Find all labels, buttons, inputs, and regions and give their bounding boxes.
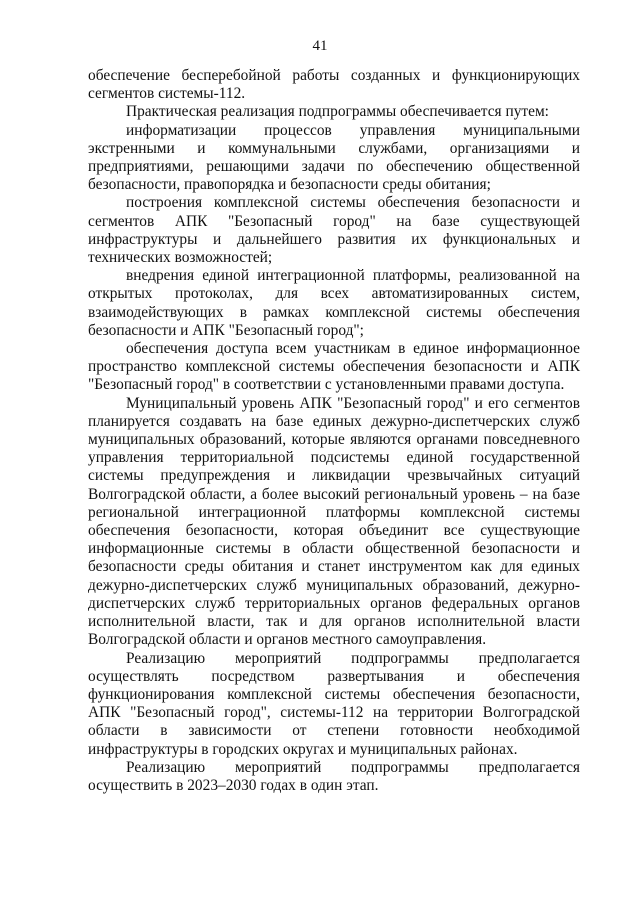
paragraph-9: Реализацию мероприятий подпрограммы предполагается осуществить в 2023–2030 годах в один этап. (88, 758, 580, 794)
paragraph-4: построения комплексной системы обеспечения безопасности и сегментов АПК "Безопасный город" на базе существующей инфраструктуры и дальнейшего развития их функциональных и технических возможностей; (88, 194, 580, 267)
paragraph-5: внедрения единой интеграционной платформы, реализованной на открытых протоколах, для всех автоматизированных систем, взаимодействующих в рамках комплексной системы обеспечения безопасности и АПК "Безопасный город"; (88, 267, 580, 339)
paragraph-1: обеспечение бесперебойной работы созданных и функционирующих сегментов системы-112. (88, 67, 580, 103)
paragraph-3: информатизации процессов управления муниципальными экстренными и коммунальными службами, организациями и предприятиями, решающими задачи по обеспечению общественной безопасности, правопорядка и безопасности среды обитания; (88, 121, 580, 194)
paragraph-2: Практическая реализация подпрограммы обеспечивается путем: (126, 103, 549, 121)
paragraph-7: Муниципальный уровень АПК "Безопасный город" и его сегментов планируется создавать на базе единых дежурно-диспетчерских служб муниципальных образований, которые являются органами повседневного управления территориальной подсистемы единой государственной системы предупреждения и ликвидации чрезвычайных ситуаций Волгоградской области, а более высокий региональный уровень – на базе региональной интеграционной платформы комплексной системы обеспечения безопасности, которая объединит все существующие информационные системы в области общественной безопасности и безопасности среды обитания и станет инструментом как для единых дежурно-диспетчерских служб муниципальных образований, дежурно-диспетчерских служб территориальных органов федеральных органов исполнительной власти, так и для органов исполнительной власти Волгоградской области и органов местного самоуправления. (88, 394, 580, 649)
document-body (88, 67, 580, 795)
paragraph-8: Реализацию мероприятий подпрограммы предполагается осуществлять посредством развертывания и обеспечения функционирования комплексной системы обеспечения безопасности, АПК "Безопасный город", системы-112 на территории Волгоградской области в зависимости от степени готовности необходимой инфраструктуры в городских округах и муниципальных районах. (88, 649, 580, 758)
page-number: 41 (312, 38, 328, 54)
paragraph-6: обеспечения доступа всем участникам в единое информационное пространство комплексной системы обеспечения безопасности и АПК "Безопасный город" в соответствии с установленными правами доступа. (88, 340, 580, 394)
